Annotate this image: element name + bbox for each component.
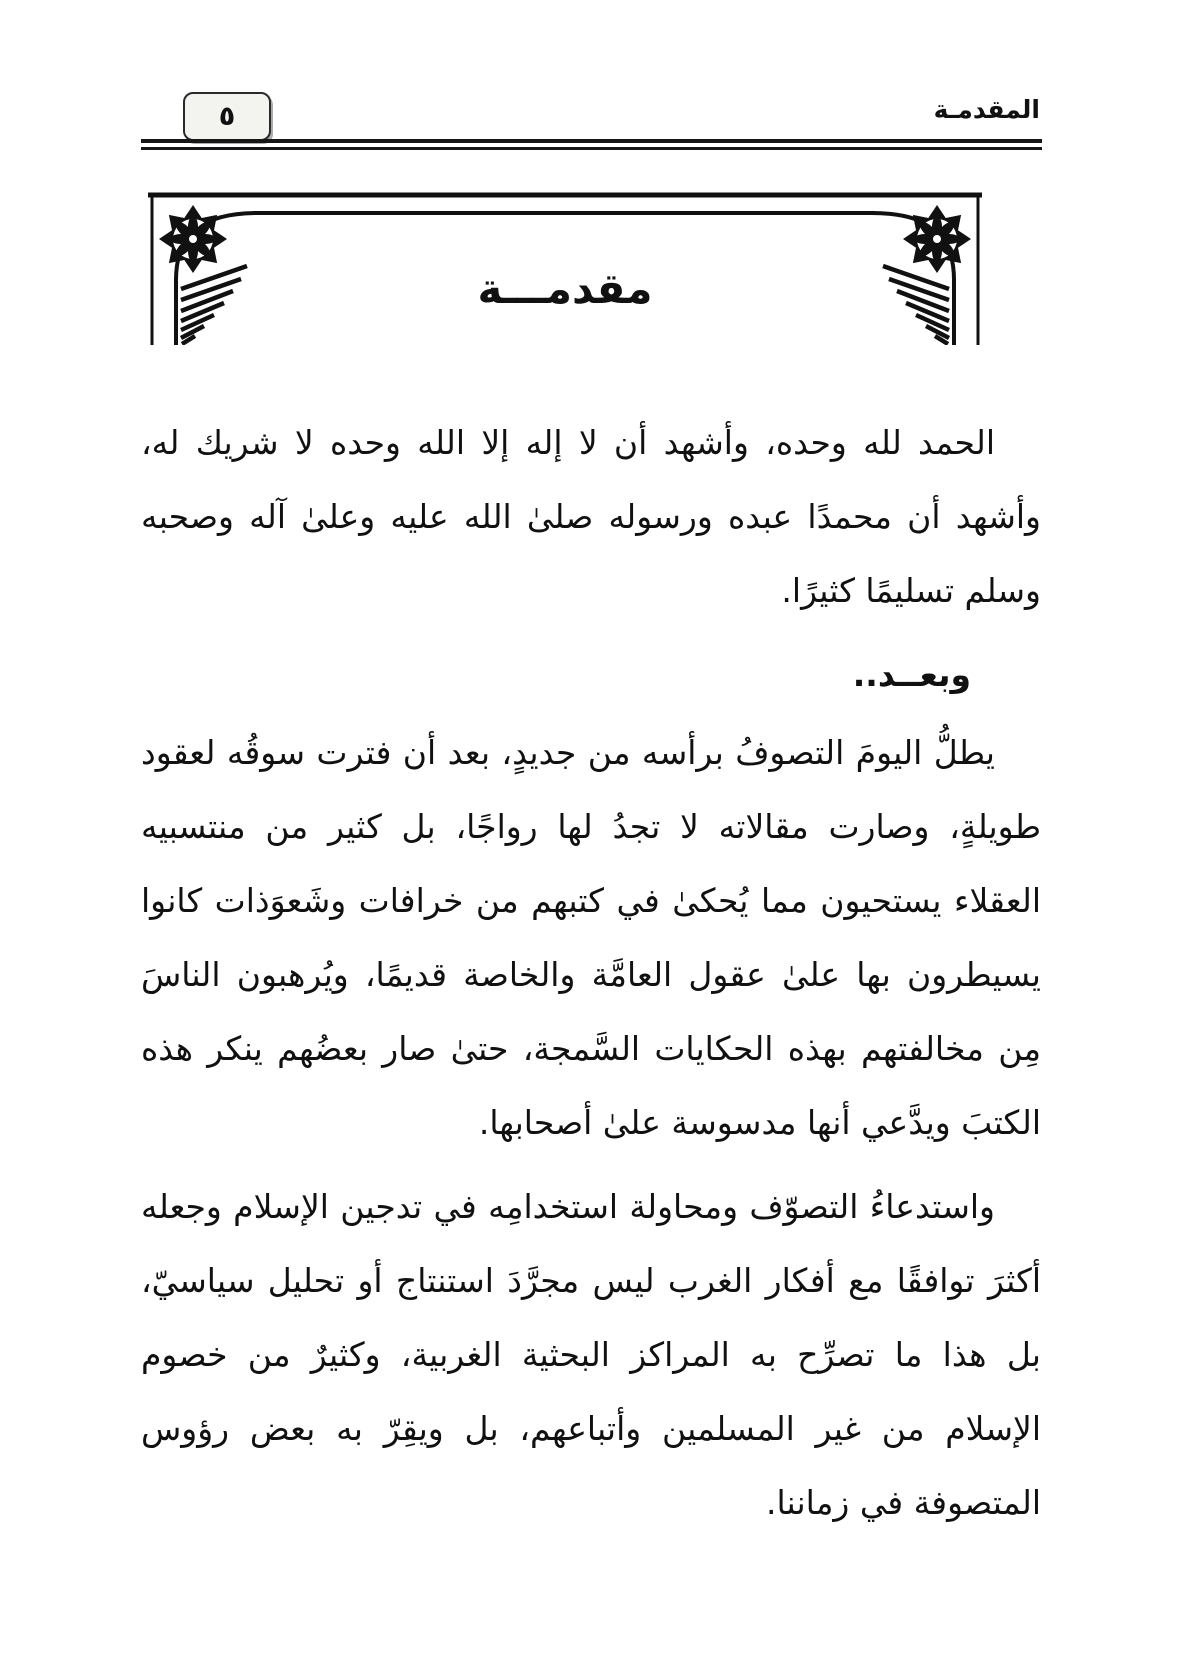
paragraph-tasawwuf-return: يطلُّ اليومَ التصوفُ برأسه من جديدٍ، بعد أن فترت سوقُه لعقود طويلةٍ، وصارت مقالاته لا تجدُ لها رواجًا، بل كثير من منتسبيه العقلاء يستحيون مما يُحكىٰ في كتبهم من خرافات وشَعوَذات كانوا يسيطرون بها علىٰ عقول العامَّة والخاصة قديمًا، ويُرهبون الناسَ مِن مخالفتهم بهذه الحكايات السَّمجة، حتىٰ صار بعضُهم ينكر هذه الكتبَ ويدَّعي أنها مدسوسة علىٰ أصحابها. xyxy=(141,733,1041,1142)
rosette-left-icon xyxy=(159,205,227,273)
chapter-ornament xyxy=(148,192,982,345)
chapter-title: مقدمـــة xyxy=(477,264,653,313)
page-number: ٥ xyxy=(218,101,236,132)
paragraph-tasawwuf-west: واستدعاءُ التصوّف ومحاولة استخدامِه في تدجين الإسلام وجعله أكثرَ توافقًا مع أفكار الغرب ليس مجرَّدَ استنتاج أو تحليل سياسيّ، بل هذا ما تصرِّح به المراكز البحثية الغربية، وكثيرٌ من خصوم الإسلام من غير المسلمين وأتباعهم، بل ويقِرّ به بعض رؤوس المتصوفة في زماننا. xyxy=(141,1187,1041,1522)
paragraph-hamd: الحمد لله وحده، وأشهد أن لا إله إلا الله وحده لا شريك له، وأشهد أن محمدًا عبده ورسوله صلىٰ الله عليه وعلىٰ آله وصحبه وسلم تسليمًا كثيرًا. xyxy=(141,423,1041,610)
header-rule-top xyxy=(141,139,1042,143)
body-text xyxy=(141,406,1041,1550)
running-head: المقدمـة xyxy=(933,95,1040,124)
rosette-right-icon xyxy=(903,205,971,273)
paragraph-wabaad: وبعــد.. xyxy=(852,655,971,694)
header-rule-bottom xyxy=(141,147,1042,150)
page-number-badge xyxy=(183,92,271,141)
